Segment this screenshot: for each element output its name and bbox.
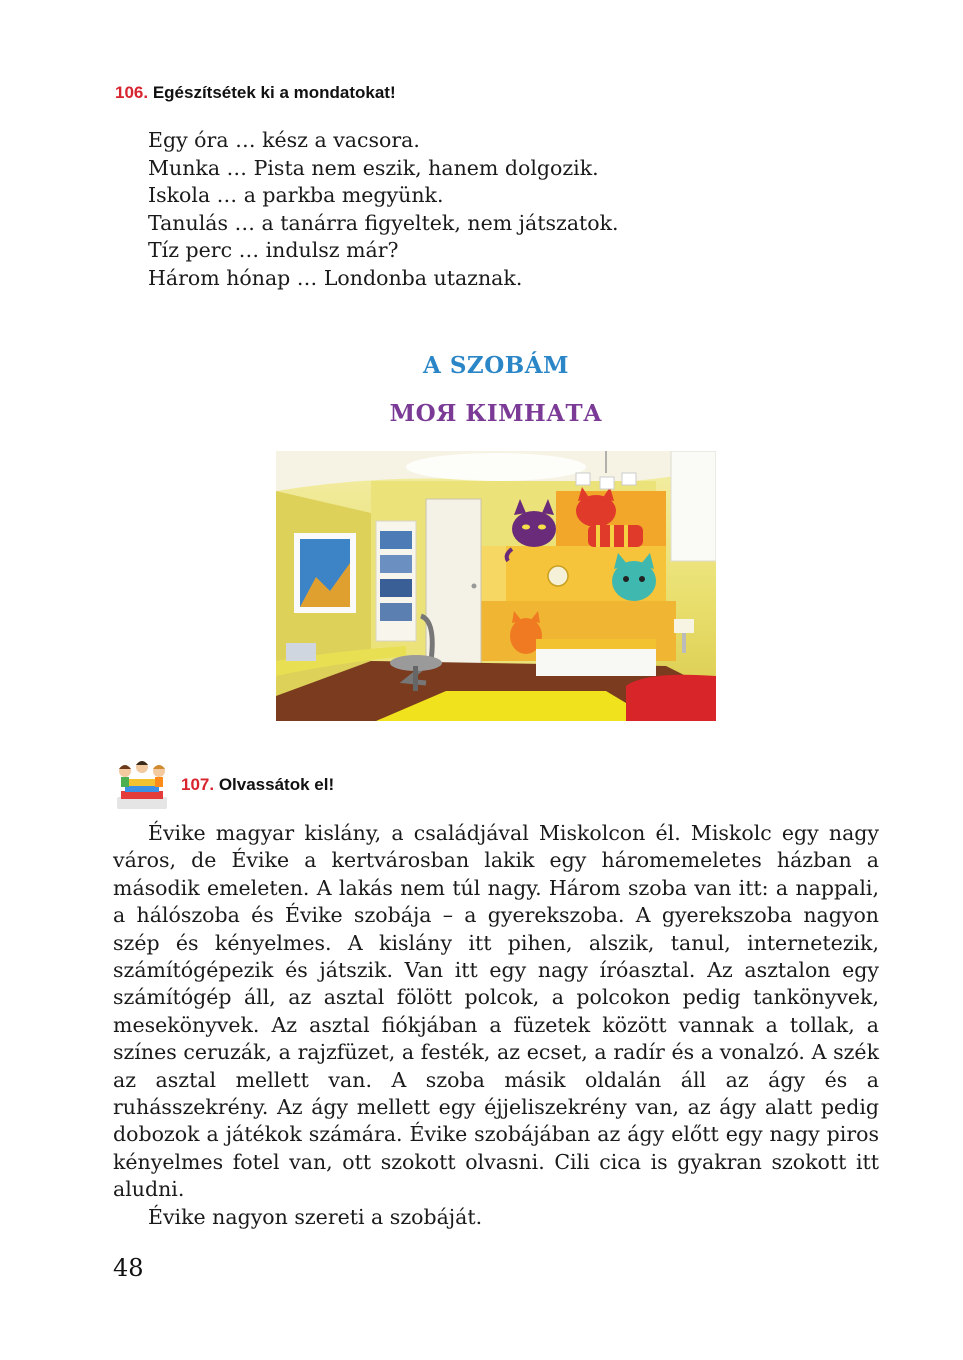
sentence-1: Egy óra … kész a vacsora. — [148, 128, 420, 152]
sentence-2: Munka … Pista nem eszik, hanem dolgozik. — [148, 155, 599, 180]
small-cat-icon — [548, 566, 568, 586]
task-106-sentences — [148, 127, 619, 292]
room-drawing — [276, 451, 716, 721]
reading-text — [113, 820, 879, 1231]
section-title-hungarian: A SZOBÁM — [422, 352, 570, 379]
task-106-instruction: Egészítsétek ki a mondatokat! — [152, 83, 396, 102]
childrens-room-photo — [276, 451, 716, 721]
task-107-number: 107. — [181, 775, 215, 794]
task-107-instruction: Olvassátok el! — [218, 775, 335, 794]
sentence-3: Iskola … a parkba megyünk. — [148, 183, 444, 207]
sentence-5: Tíz perc … indulsz már? — [148, 238, 399, 262]
task-106-heading — [115, 83, 396, 103]
task-107-heading — [181, 775, 334, 795]
reading-kids-icon — [113, 757, 171, 811]
section-title-ukrainian: МОЯ КІМНАТА — [389, 400, 603, 427]
sentence-4: Tanulás … a tanárra figyeltek, nem játszatok. — [148, 210, 619, 235]
task-106-number: 106. — [115, 83, 149, 102]
sentence-6: Három hónap … Londonba utaznak. — [148, 265, 523, 290]
reading-kids-drawing — [113, 757, 171, 811]
reading-paragraph-1: Évike magyar kislány, a családjával Miskolcon él. Miskolc egy nagy város, de Évike a kertvárosban lakik egy háromemeletes házban a második emeleten. A lakás nem túl nagy. Három szoba van itt: a nappali, a hálószoba és Évike szobája – a gyerekszoba. A gyerekszoba nagyon szép és kényelmes. A kislány itt pihen, alszik, tanul, internetezik, számítógépezik és játszik. Van itt egy nagy íróasztal. Az asztalon egy számítógép áll, az asztal fölött polcok, a polcokon pedig tankönyvek, mesekönyvek. Az asztal fiókjában a füzetek között vannak a tollak, a színes ceruzák, a rajzfüzet, a festék, az ecset, a radír és a vonalzó. A szék az asztal mellett van. A szoba másik oldalán áll az ágy és a ruhásszekrény. Az ágy mellett egy éjjeliszekrény van, az ágy alatt pedig dobozok a játékok számára. Évike szobájában az ágy előtt egy nagy piros kényelmes fotel van, ott szokott olvasni. Cili cica is gyakran szokott itt aludni. — [113, 821, 879, 1202]
page-number: 48 — [113, 1254, 144, 1282]
reading-paragraph-2: Évike nagyon szereti a szobáját. — [148, 1204, 483, 1229]
